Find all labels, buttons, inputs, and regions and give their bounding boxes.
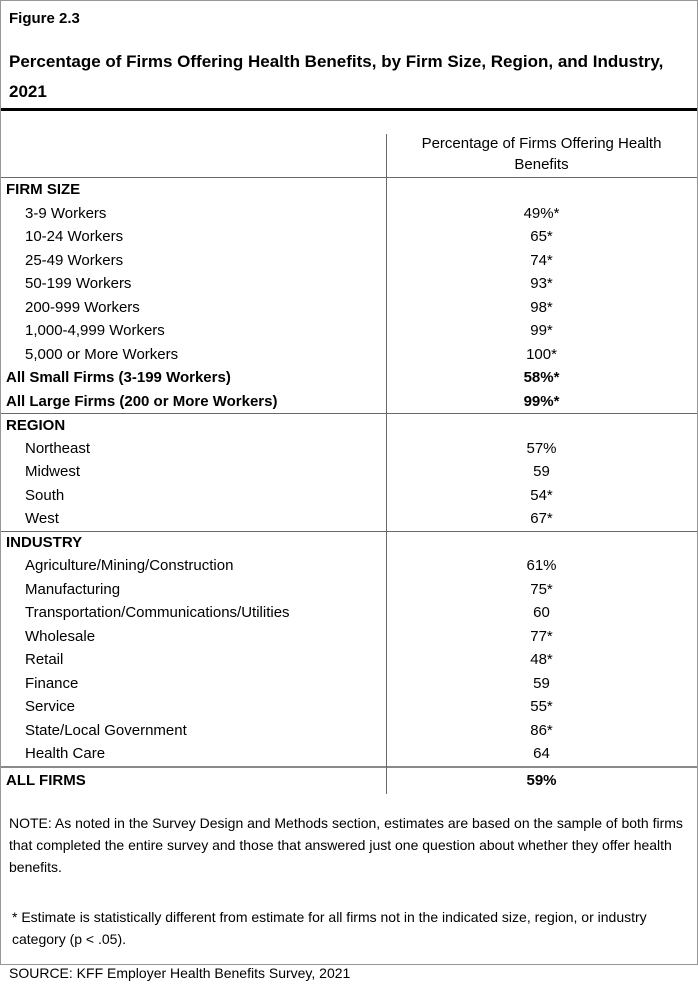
row-value: 64 [533,745,550,763]
row-label: Finance [25,674,79,692]
row-label: West [25,510,59,528]
asterisk-note-text: * Estimate is statistically different from estimate for all firms not in the indicated size, region, or industry category (p < .05). [12,909,647,947]
table-row [1,460,697,484]
figure-header [1,1,697,111]
table-row [1,272,697,296]
table-row [1,695,697,719]
row-label: 50-199 Workers [25,275,132,293]
row-value: 59 [533,674,550,692]
row-value: 61% [526,557,557,575]
row-value: 98* [530,298,553,316]
row-value: 93* [530,275,553,293]
table-row [1,225,697,249]
row-label: 5,000 or More Workers [25,345,179,363]
page-title: Percentage of Firms Offering Health Benefits, by Firm Size, Region, and Industry, 2021 [9,52,664,101]
row-value: 58%* [523,369,560,387]
row-label: 3-9 Workers [25,204,107,222]
row-value: 77* [530,627,553,645]
row-value: 49%* [523,204,560,222]
row-label: Service [25,698,76,716]
table-row [1,672,697,696]
row-label: REGION [6,416,66,434]
table-row [1,625,697,649]
table-row [1,178,697,202]
note-text: NOTE: As noted in the Survey Design and Methods section, estimates are based on the sample of both firms that completed the entire survey and those that answered just one question about whether they offer health benefits. [9,815,683,875]
row-label: FIRM SIZE [6,181,81,199]
row-value: 60 [533,604,550,622]
row-label: Transportation/Communications/Utilities [25,604,290,622]
row-value: 65* [530,228,553,246]
row-value: 100* [526,345,557,363]
source-text: SOURCE: KFF Employer Health Benefits Survey, 2021 [9,965,351,981]
row-label: 200-999 Workers [25,298,140,316]
row-value: 55* [530,698,553,716]
row-label: Manufacturing [25,580,121,598]
table-row [1,413,697,437]
row-value: 57% [526,439,557,457]
table-row [1,390,697,414]
row-label: INDUSTRY [6,534,83,552]
row-value: 59% [526,771,557,789]
row-label: All Large Firms (200 or More Workers) [6,392,278,410]
table-row [1,554,697,578]
row-label: Midwest [25,463,81,481]
table-row [1,578,697,602]
row-label: State/Local Government [25,721,187,739]
row-label: Agriculture/Mining/Construction [25,557,234,575]
row-value: 99%* [523,392,560,410]
table-row [1,202,697,226]
table-body [1,178,697,793]
table-row [1,366,697,390]
table-row [1,437,697,461]
row-label: All Small Firms (3-199 Workers) [6,369,231,387]
row-label: 10-24 Workers [25,228,124,246]
table-row [1,601,697,625]
table-row [1,766,697,793]
value-column-header-cell [386,133,697,177]
table-row [1,249,697,273]
row-value: 54* [530,486,553,504]
row-label: 25-49 Workers [25,251,124,269]
table-row [1,296,697,320]
table-row [1,719,697,743]
row-label: ALL FIRMS [6,771,86,789]
row-label: South [25,486,65,504]
row-label: Health Care [25,745,106,763]
row-value: 48* [530,651,553,669]
row-value: 99* [530,322,553,340]
notes-section [1,812,697,984]
figure-label: Figure 2.3 [9,10,80,27]
table-row [1,531,697,555]
value-column-header-text: Percentage of Firms Offering Health Benefits [421,135,662,173]
table-row [1,319,697,343]
table-row [1,742,697,766]
table-row [1,648,697,672]
row-label: Wholesale [25,627,96,645]
table-row [1,484,697,508]
column-divider-line [386,134,387,794]
row-value: 59 [533,463,550,481]
benefits-table [1,111,697,794]
table-row [1,343,697,367]
table-row [1,507,697,531]
row-value: 75* [530,580,553,598]
row-label: Northeast [25,439,91,457]
table-header-row [1,111,697,178]
row-value: 74* [530,251,553,269]
row-value: 86* [530,721,553,739]
row-value: 67* [530,510,553,528]
row-label: 1,000-4,999 Workers [25,322,165,340]
row-label: Retail [25,651,64,669]
